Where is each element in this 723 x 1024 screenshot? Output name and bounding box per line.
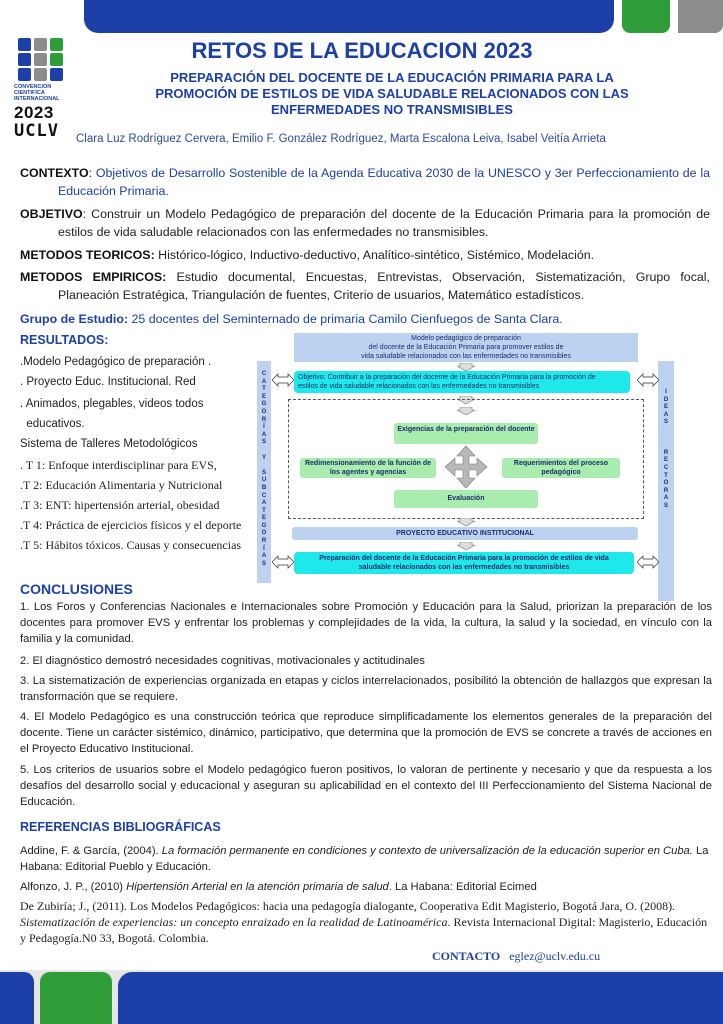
side-letter: T — [664, 472, 668, 479]
contexto-label: CONTEXTO — [20, 166, 89, 180]
objetivo-section: OBJETIVO: Construir un Modelo Pedagógico de preparación del docente de la Educación Primaria para la promoción de estilos de vida saludable relacionados con las enfermedades no transmisibles. — [20, 207, 710, 239]
side-letter: A — [663, 411, 669, 418]
model-title-line: vida saludable relacionados con las enfermedades no transmisibles — [361, 353, 571, 360]
grupo-section — [20, 311, 710, 329]
side-letter: Í — [263, 424, 265, 431]
resultados-item: educativos. — [20, 418, 85, 430]
subtitle-line: ENFERMEDADES NO TRANSMISIBLES — [271, 102, 513, 117]
conclusion-item: 1. Los Foros y Conferencias Nacionales e Internacionales sobre Promoción y Educación para la Salud, priorizan la preparación de los docentes para promover EVS y enfrentar los problemas y complejidades de la vida, la cultura, la salud y la sociedad, en vínculo con la familia y la comunidad. — [20, 601, 712, 645]
authors: Clara Luz Rodríguez Cervera, Emilio F. González Rodríguez, Marta Escalona Leiva, Isabel Veitía Arrieta — [76, 133, 606, 145]
side-letter: E — [261, 515, 266, 522]
conclusiones-title: CONCLUSIONES — [20, 581, 133, 597]
proyecto-box: PROYECTO EDUCATIVO INSTITUCIONAL — [292, 527, 638, 540]
subtitle-line: PREPARACIÓN DEL DOCENTE DE LA EDUCACIÓN PRIMARIA PARA LA — [170, 70, 614, 85]
contexto-text: Objetivos de Desarrollo Sostenible de la Agenda Educativa 2030 de la UNESCO y 3er Perfeccionamiento de la Educación Primaria. — [58, 166, 710, 198]
logo-caption — [14, 84, 74, 102]
reference-title: Hipertensión Arterial en la atención primaria de salud — [126, 881, 389, 893]
reference-authors: Alfonzo, J. P., (2010) — [20, 881, 127, 893]
exigencias-box: Exigencias de la preparación del docente — [394, 423, 538, 444]
contact-label: CONTACTO — [432, 949, 501, 963]
taller-item: .T 5: Hábitos tóxicos. Causas y consecuencias — [20, 538, 242, 552]
conclusion-item: 2. El diagnóstico demostró necesidades cognitivas, motivacionales y actitudinales — [20, 655, 425, 667]
left-right-arrow-icon — [637, 555, 659, 569]
side-letter: E — [261, 393, 266, 400]
reference-item — [20, 898, 712, 946]
logo-square — [50, 38, 63, 51]
logo-square — [18, 38, 31, 51]
header-bar-green — [622, 0, 670, 33]
side-letter: I — [665, 389, 667, 395]
logo-square — [34, 53, 47, 66]
reference-item — [20, 843, 712, 875]
side-letter — [658, 427, 674, 435]
objetivo-label: OBJETIVO — [20, 207, 83, 221]
side-letter: T — [262, 507, 266, 514]
resultados-item: . Proyecto Educ. Institucional. Red — [20, 376, 196, 388]
header-bar-blue — [84, 0, 614, 33]
contact-line — [432, 949, 600, 963]
metodos-empiricos-section — [20, 269, 710, 304]
logo-square — [18, 53, 31, 66]
side-letter: O — [261, 530, 267, 537]
model-title-line: del docente de la Educación Primaria para promover estilos de — [368, 344, 564, 351]
footer-bar-blue-wide — [118, 972, 723, 1024]
resultados-title: RESULTADOS: — [20, 333, 109, 347]
footer-bar-blue — [0, 972, 34, 1024]
side-letter: S — [663, 419, 668, 426]
objetivo-box — [294, 371, 630, 393]
reference-publisher: . La Habana: Editorial Ecimed — [388, 881, 537, 893]
metodos-empiricos-text: Estudio documental, Encuestas, Entrevistas, Observación, Sistematización, Grupo focal, Planeación Estratégica, Triangulación de fuentes, Criterio de usuarios, Matemático estadísticos. — [58, 270, 710, 302]
side-letter: Í — [263, 545, 265, 552]
side-letter: G — [261, 522, 267, 529]
logo-square — [34, 68, 47, 81]
down-arrow-icon — [457, 407, 475, 415]
reference-title: La formación permanente en condiciones y contexto de universalización de la educación superior en Cuba. — [161, 845, 693, 857]
side-letter: S — [261, 469, 266, 476]
down-arrow-icon — [457, 542, 475, 550]
side-letter: E — [663, 457, 668, 464]
logo-square — [50, 68, 63, 81]
side-letter — [658, 442, 674, 450]
taller-item: .T 3: ENT: hipertensión arterial, obesidad — [20, 498, 220, 512]
side-letter: C — [261, 492, 267, 499]
logo-uclv: UCLV — [14, 121, 59, 141]
evaluacion-box: Evaluación — [394, 490, 538, 508]
side-letter: U — [261, 477, 267, 484]
reference-authors: Addine, F. & García, (2004). — [20, 845, 162, 857]
taller-item: .T 2: Educación Alimentaria y Nutricional — [20, 478, 223, 492]
side-letter: S — [261, 560, 266, 567]
right-side-ideas-rectoras — [658, 361, 674, 601]
model-title-box — [294, 333, 638, 362]
down-arrow-icon — [457, 518, 475, 526]
four-way-arrow-icon — [444, 445, 488, 489]
reference-publisher: La Habana: Editorial Pueblo y Educación. — [20, 845, 709, 873]
side-letter — [658, 435, 674, 443]
left-right-arrow-icon — [272, 373, 294, 387]
logo-caption-line: CONVENCION — [14, 84, 52, 90]
objetivo-line: estilos de vida saludable relacionados con las enfermedades no transmisibles — [298, 383, 540, 390]
reference-item — [20, 879, 712, 895]
header-bar-gray — [678, 0, 723, 33]
preparacion-line: saludable relacionados con las enfermedades no transmisibles — [358, 564, 570, 571]
metodos-empiricos-label: METODOS EMPIRICOS: — [20, 270, 167, 284]
side-letter: O — [663, 480, 669, 487]
contexto-section: CONTEXTO: Objetivos de Desarrollo Sostenible de la Agenda Educativa 2030 de la UNESCO y 3er Perfeccionamiento de la Educación Primaria. — [20, 166, 710, 198]
grupo-text: 25 docentes del Seminternado de primaria Camilo Cienfuegos de Santa Clara. — [131, 312, 563, 326]
poster-subtitle — [92, 70, 692, 118]
side-letter — [257, 462, 271, 470]
side-letter: C — [261, 371, 267, 377]
resultados-item: Sistema de Talleres Metodológicos — [20, 438, 198, 450]
reference-authors: De Zubiría; J., (2011). Los Modelos Pedagógicos: hacia una pedagogía dialogante, Cooperativa Edit Magisterio, Bogotá Jara, O. (2008). — [20, 899, 676, 913]
taller-item: .T 4: Práctica de ejercicios físicos y el deporte — [20, 518, 242, 532]
requerimientos-box: Requerimientos del proceso pedagógico — [502, 458, 620, 478]
poster-title: RETOS DE LA EDUCACION 2023 — [191, 38, 533, 63]
conclusion-item: 4. El Modelo Pedagógico es una construcción teórica que reproduce simplificadamente los elementos generales de la preparación del docente. Tiene un carácter sistémico, dinámico, participativo, que determina que la promoción de EVS se concrete a través de acciones en el Proyecto Educativo Institucional. — [20, 711, 712, 755]
model-diagram — [252, 333, 678, 577]
reference-title: Sistematización de experiencias: un concepto enraizado en la realidad de Latinoamérica — [20, 915, 448, 929]
contact-email-link[interactable]: eglez@uclv.edu.cu — [509, 949, 601, 963]
logo-square — [50, 53, 63, 66]
metodos-teoricos-text: Histórico-lógico, Inductivo-deductivo, Analítico-sintético, Sistémico, Modelación. — [158, 248, 595, 262]
preparacion-box — [294, 552, 634, 574]
metodos-teoricos-label: METODOS TEORICOS: — [20, 248, 155, 262]
side-letter: A — [663, 495, 669, 502]
logo-year: 2023 — [14, 103, 54, 122]
side-letter: S — [261, 439, 266, 446]
side-letter: A — [261, 553, 267, 560]
model-title-line: Modelo pedagógico de preparación — [411, 335, 521, 342]
metodos-teoricos-section — [20, 247, 710, 265]
grupo-label: Grupo de Estudio: — [20, 312, 129, 326]
objetivo-text: Construir un Modelo Pedagógico de preparación del docente de la Educación Primaria para la promoción de estilos de vida saludable relacionados con las enfermedades no transmisibles. — [58, 207, 710, 239]
logo-square — [18, 68, 31, 81]
referencias-title: REFERENCIAS BIBLIOGRÁFICAS — [20, 820, 221, 834]
side-letter: O — [261, 408, 267, 415]
taller-item: . T 1: Enfoque interdisciplinar para EVS, — [20, 458, 217, 472]
side-letter: R — [663, 487, 669, 494]
left-side-categorias — [257, 361, 271, 583]
down-arrow-icon — [457, 363, 475, 371]
side-letter: R — [261, 538, 267, 545]
side-letter: B — [261, 484, 267, 491]
side-letter: A — [261, 378, 267, 385]
side-letter — [257, 447, 271, 455]
side-letter: G — [261, 401, 267, 408]
objetivo-line: Objetivo: Contribuir a la preparación del docente de la Educación Primaria para la promoción de — [298, 374, 596, 381]
subtitle-line: PROMOCIÓN DE ESTILOS DE VIDA SALUDABLE RELACIONADOS CON LAS — [155, 86, 629, 101]
side-letter: R — [663, 449, 669, 456]
footer-bar-green — [40, 972, 112, 1024]
side-letter: T — [262, 386, 266, 393]
left-right-arrow-icon — [272, 555, 294, 569]
side-letter: R — [261, 416, 267, 423]
side-letter: A — [261, 500, 267, 507]
resultados-item: .Modelo Pedagógico de preparación . — [20, 356, 212, 368]
logo-caption-line: CIENTIFICA — [14, 90, 45, 96]
redimensionamiento-box: Redimensionamiento de la función de los agentes y agencias — [300, 458, 436, 478]
conclusion-item: 5. Los criterios de usuarios sobre el Modelo pedagógico fueron positivos, lo valoran de pertinente y necesario y que da respuesta a los desafíos del desarrollo social y educacional y aseguran su aplicabilidad en el contexto del III Perfeccionamiento del Sistema Nacional de Educación. — [20, 764, 712, 808]
conclusion-item: 3. La sistematización de experiencias organizada en etapas y ciclos interrelacionados, posibilitó la obtención de hallazgos que expresan la transformación que se requiere. — [20, 675, 712, 703]
side-letter: A — [261, 431, 267, 438]
side-letter: S — [663, 502, 668, 509]
preparacion-line: Preparación del docente de la Educación Primaria para la promoción de estilos de vida — [319, 555, 609, 562]
side-letter: D — [663, 396, 669, 403]
logo-square — [34, 38, 47, 51]
side-letter: Y — [261, 454, 266, 461]
left-right-arrow-icon — [637, 373, 659, 387]
resultados-item: . Animados, plegables, videos todos — [20, 398, 204, 410]
side-letter: C — [663, 464, 669, 471]
resultados-title-text: RESULTADOS — [20, 333, 105, 347]
side-letter: E — [663, 404, 668, 411]
reference-publisher: . Revista Internacional Digital: Magisterio, Educación y Pedagogía.N0 33, Bogotá. Colombia. — [20, 915, 708, 945]
logo-caption-line: INTERNACIONAL — [14, 96, 60, 102]
